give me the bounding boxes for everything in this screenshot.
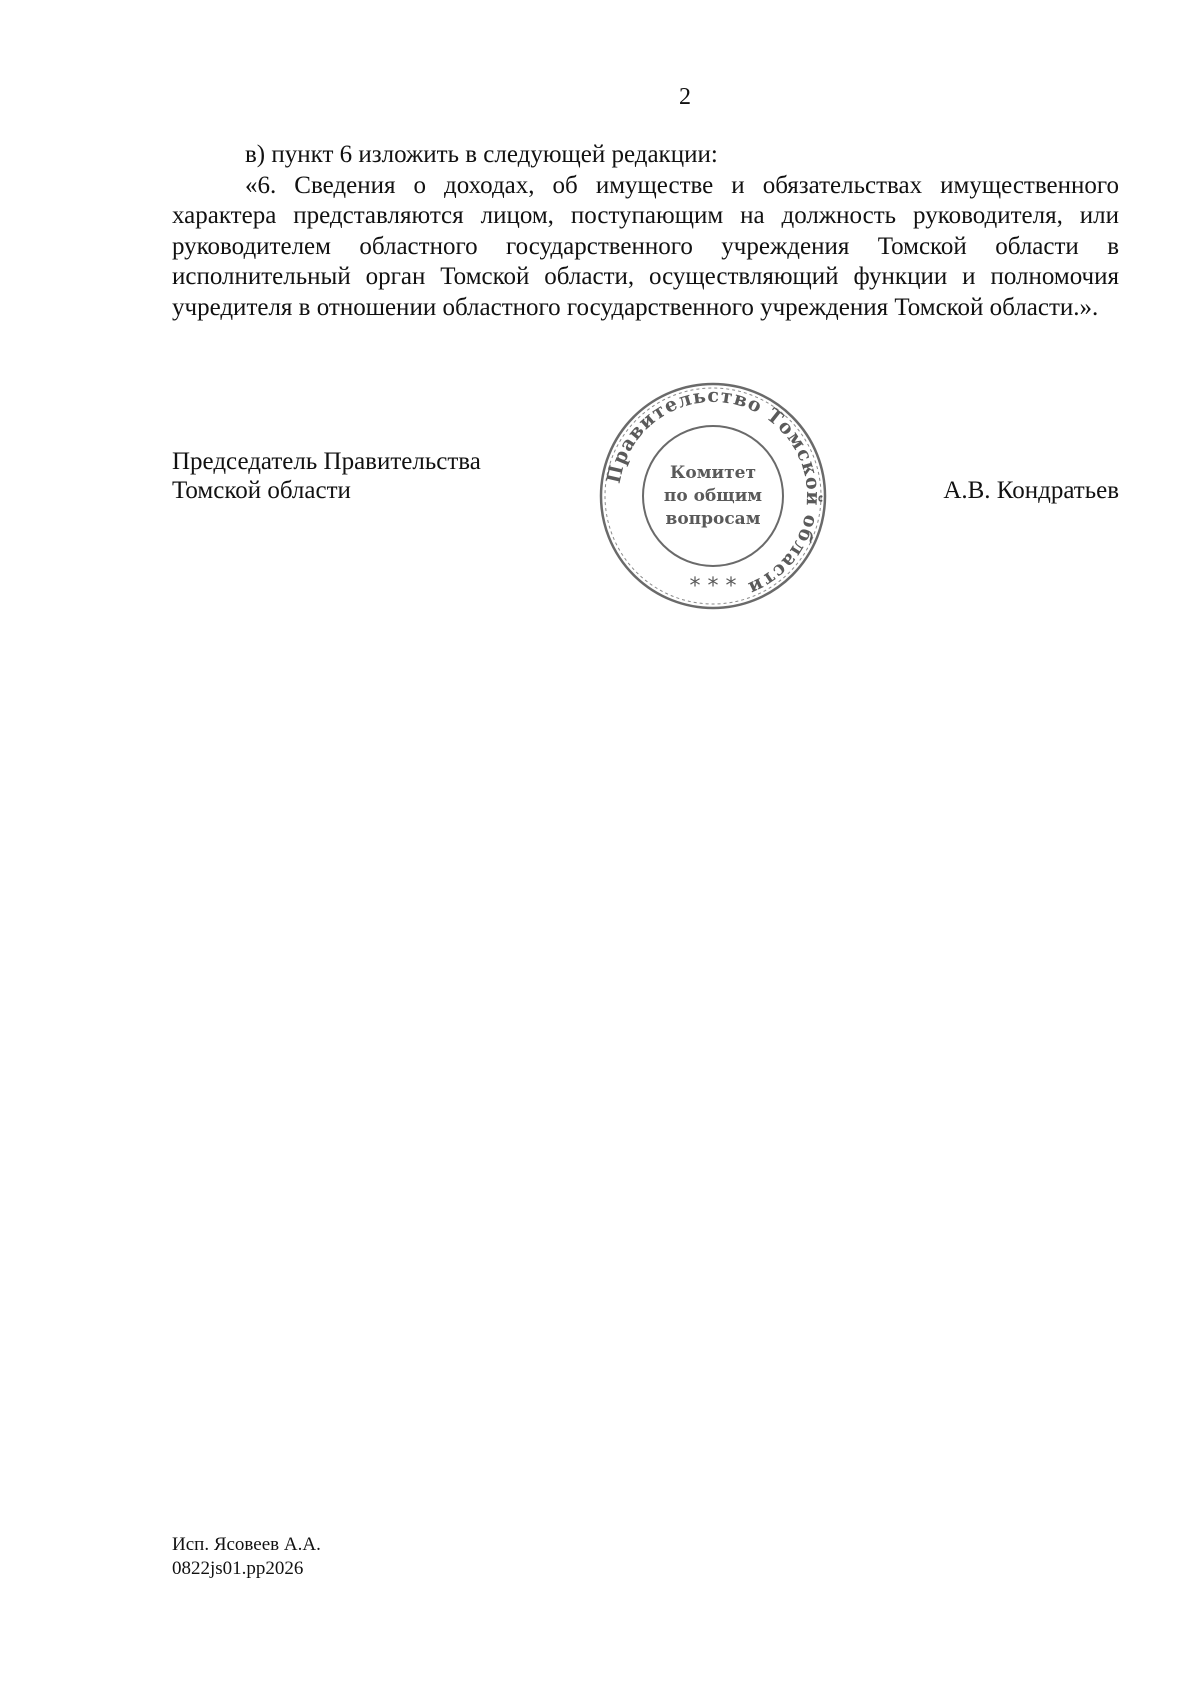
signatory-title-line2: Томской области [172,477,351,504]
seal-graphic [598,381,828,611]
official-seal [598,381,828,611]
signatory-name: А.В. Кондратьев [943,477,1119,504]
document-body [172,140,1119,323]
executor-footer [172,1533,321,1581]
seal-ring-text: Правительство Томской области [602,384,825,600]
signatory-title-line1: Председатель Правительства [172,448,481,475]
seal-center-line1: Комитет [669,463,757,483]
signatory-title [172,447,481,505]
amendment-quote: «6. Сведения о доходах, об имуществе и обязательствах имущественного характера представляются лицом, поступающим на должность руководителя, или руководителем областного государственного учреждения Томской области в исполнительный орган Томской области, осуществляющий функции и полномочия учредителя в отношении областного государственного учреждения Томской области.». [172,171,1119,321]
seal-center-line3: вопросам [665,509,761,529]
seal-center-line2: по общим [663,486,763,506]
seal-stars: * * * [689,574,737,599]
amendment-intro: в) пункт 6 изложить в следующей редакции: [245,141,718,168]
executor-name: Исп. Ясовеев А.А. [172,1534,321,1555]
document-code: 0822js01.pp2026 [172,1558,304,1579]
page-number: 2 [679,84,691,110]
